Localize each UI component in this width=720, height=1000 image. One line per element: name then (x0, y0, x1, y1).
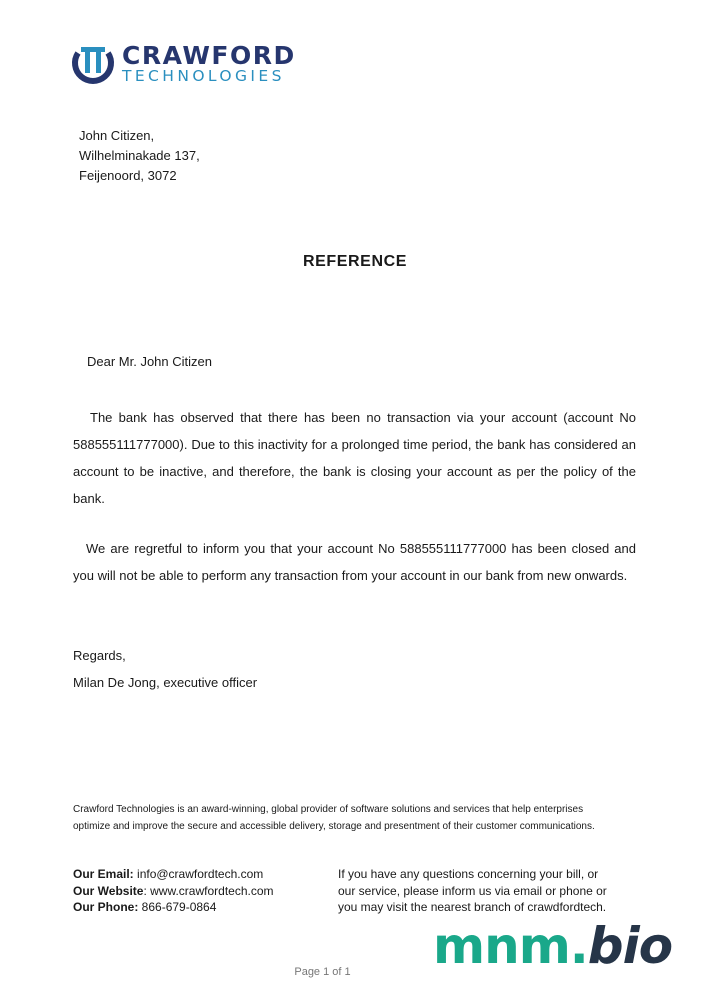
website-link[interactable]: : www.crawfordtech.com (143, 883, 274, 898)
salutation: Dear Mr. John Citizen (87, 354, 212, 369)
watermark-part1: mnm. (433, 917, 588, 975)
website-label: Our Website (73, 883, 144, 898)
email-link[interactable]: info@crawfordtech.com (133, 867, 264, 881)
recipient-city: Feijenoord, 3072 (79, 168, 177, 183)
note-line: our service, please inform us via email or phone or (338, 883, 607, 898)
signer: Milan De Jong, executive officer (73, 675, 258, 690)
contact-info (73, 866, 274, 916)
regards: Regards, (73, 648, 126, 663)
logo-subtitle: TECHNOLOGIES (122, 67, 285, 86)
recipient-name: John Citizen, (79, 128, 155, 143)
body-paragraph-1: The bank has observed that there has been no transaction via your account (account No 588555111777000). Due to this inactivity for a prolonged time period, the bank has considered an account to be inactive, and therefore, the bank is closing your account as per the policy of the bank. (73, 410, 636, 506)
letter-title: REFERENCE (302, 253, 408, 270)
body-paragraph-2: We are regretful to inform you that your account No 588555111777000 has been closed and you will not be able to perform any transaction from your account in our bank from new onwards. (73, 541, 636, 583)
crawford-logo-icon (70, 43, 116, 85)
contact-note (338, 866, 607, 916)
note-line: If you have any questions concerning your bill, or (338, 867, 599, 881)
company-logo (70, 43, 296, 85)
note-line: you may visit the nearest branch of crawdfordtech. (338, 900, 607, 914)
email-label: Our Email: (73, 867, 134, 881)
logo-wordmark: CRAWFORD (122, 41, 296, 71)
closing (73, 642, 257, 696)
company-about: Crawford Technologies is an award-winning, global provider of software solutions and services that help enterprises optimize and improve the secure and accessible delivery, storage and presentment of their customer communications. (73, 804, 595, 832)
watermark-logo (433, 917, 673, 975)
page-number: Page 1 of 1 (294, 966, 351, 978)
recipient-address (79, 126, 200, 186)
phone-label: Our Phone: (73, 900, 139, 914)
watermark-part2: bio (587, 917, 673, 975)
recipient-street: Wilhelminakade 137, (79, 148, 200, 163)
phone-number: 866-679-0864 (138, 900, 217, 914)
